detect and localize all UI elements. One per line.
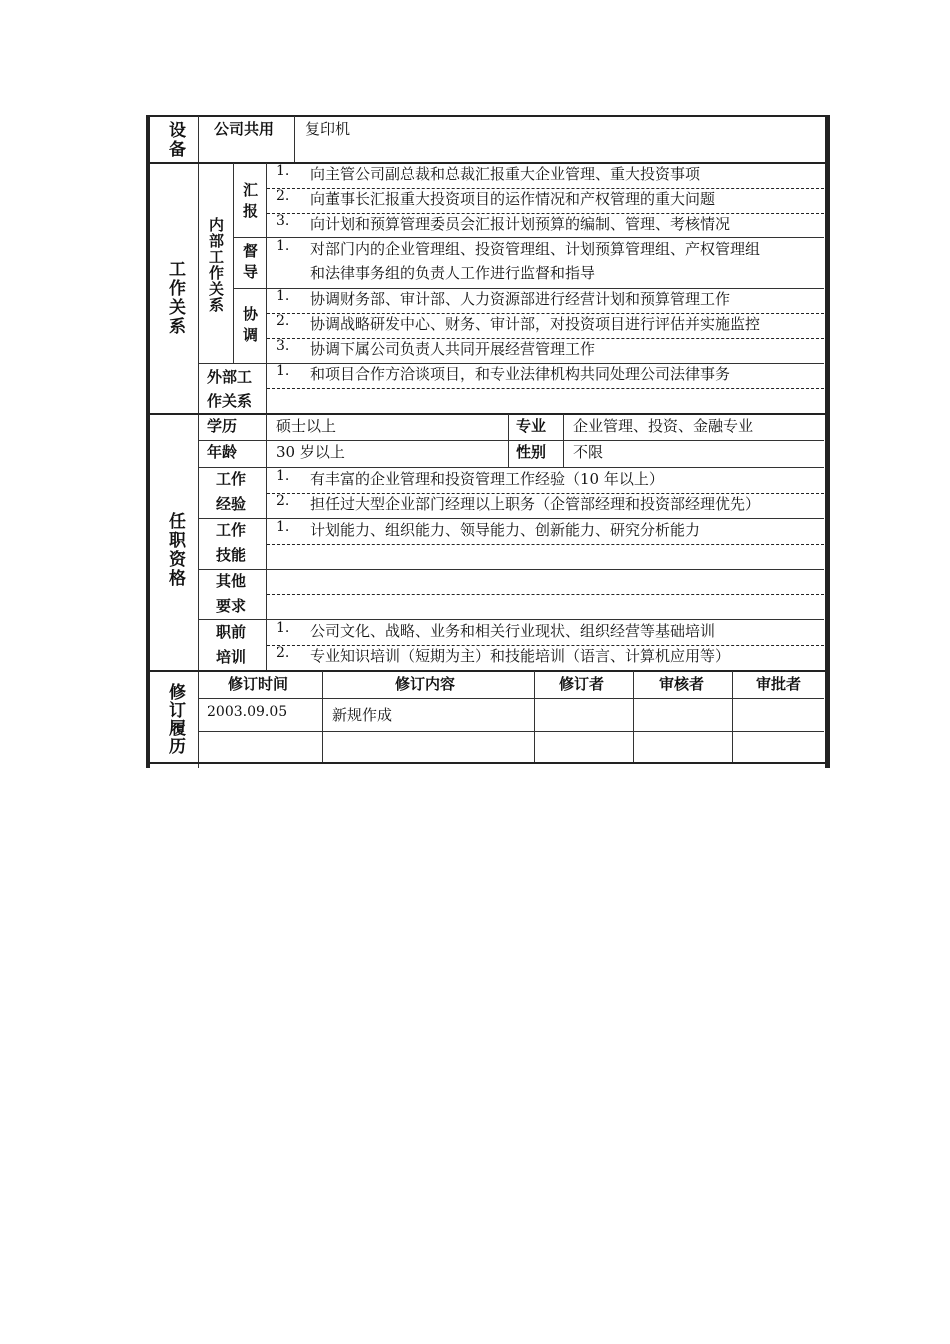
section-border	[150, 670, 825, 672]
row-border	[199, 698, 824, 699]
coordinate-item-1-no: 1.	[276, 288, 290, 304]
experience-item-2-no: 2.	[276, 493, 290, 509]
table-bottom-border	[150, 762, 825, 764]
internal-relations-label: 内部工作关系	[207, 217, 225, 313]
skills-item-1: 计划能力、组织能力、领导能力、创新能力、研究分析能力	[310, 521, 701, 539]
experience-label-line2: 经验	[216, 495, 247, 513]
report-label: 汇报	[241, 182, 259, 224]
external-item-1: 和项目合作方洽谈项目，和专业法律机构共同处理公司法律事务	[310, 365, 731, 383]
section-equipment-title: 设备	[165, 121, 185, 159]
revision-header-reviser: 修订者	[559, 675, 605, 693]
table-right-border	[825, 115, 830, 768]
external-label-line1: 外部工	[207, 368, 253, 386]
education-label: 学历	[207, 417, 238, 435]
column-divider	[732, 671, 733, 762]
row-border	[199, 569, 824, 570]
revision-header-approver: 审批者	[756, 675, 802, 693]
row-border	[199, 731, 824, 732]
section-revision-title: 修订履历	[165, 683, 185, 755]
qualification-label-divider	[266, 414, 267, 670]
supervise-item-1-no: 1.	[276, 238, 290, 254]
skills-label-line2: 技能	[216, 546, 247, 564]
training-label-line2: 培训	[216, 648, 247, 666]
age-value: 30 岁以上	[276, 443, 345, 461]
revision-row-1-time: 2003.09.05	[207, 704, 288, 720]
report-item-3-no: 3.	[276, 213, 290, 229]
revision-header-time: 修订时间	[228, 675, 289, 693]
skills-label-line1: 工作	[216, 521, 247, 539]
section-qualification-title: 任职资格	[165, 512, 185, 588]
equipment-value: 复印机	[305, 120, 351, 138]
gender-label: 性别	[516, 443, 547, 461]
coordinate-item-3: 协调下属公司负责人共同开展经营管理工作	[310, 340, 596, 358]
major-value: 企业管理、投资、金融专业	[573, 417, 754, 435]
equipment-divider	[294, 116, 295, 162]
training-item-1-no: 1.	[276, 620, 290, 636]
training-item-1: 公司文化、战略、业务和相关行业现状、组织经营等基础培训	[310, 622, 716, 640]
revision-header-reviewer: 审核者	[659, 675, 705, 693]
experience-item-1: 有丰富的企业管理和投资管理工作经验（10 年以上）	[310, 470, 664, 488]
dashed-separator	[267, 594, 824, 595]
supervise-item-1: 对部门内的企业管理组、投资管理组、计划预算管理组、产权管理组	[310, 240, 761, 258]
column-divider	[534, 671, 535, 762]
training-item-2-no: 2.	[276, 645, 290, 661]
table-top-border	[150, 115, 825, 117]
supervise-label: 督导	[241, 243, 259, 285]
report-item-1: 向主管公司副总裁和总裁汇报重大企业管理、重大投资事项	[310, 165, 701, 183]
supervise-item-1-cont: 和法律事务组的负责人工作进行监督和指导	[310, 264, 596, 282]
equipment-label: 公司共用	[214, 120, 275, 138]
gender-value: 不限	[573, 443, 604, 461]
experience-item-1-no: 1.	[276, 468, 290, 484]
revision-header-content: 修订内容	[395, 675, 456, 693]
internal-divider	[233, 163, 234, 363]
external-item-1-no: 1.	[276, 363, 290, 379]
external-label-line2: 作关系	[207, 392, 253, 410]
experience-item-2: 担任过大型企业部门经理以上职务（企管部经理和投资部经理优先）	[310, 495, 761, 513]
coordinate-item-3-no: 3.	[276, 338, 290, 354]
report-item-2: 向董事长汇报重大投资项目的运作情况和产权管理的重大问题	[310, 190, 716, 208]
other-label-line1: 其他	[216, 572, 247, 590]
column-divider	[633, 671, 634, 762]
experience-label-line1: 工作	[216, 470, 247, 488]
dashed-separator	[267, 388, 824, 389]
education-value: 硕士以上	[276, 417, 337, 435]
report-item-1-no: 1.	[276, 163, 290, 179]
training-label-line1: 职前	[216, 623, 247, 641]
report-item-2-no: 2.	[276, 188, 290, 204]
revision-row-1-content: 新规作成	[332, 706, 393, 724]
other-label-line2: 要求	[216, 597, 247, 615]
report-item-3: 向计划和预算管理委员会汇报计划预算的编制、管理、考核情况	[310, 215, 731, 233]
coordinate-label: 协调	[241, 306, 259, 348]
section-work-relations-title: 工作关系	[165, 260, 185, 336]
dashed-separator	[267, 544, 824, 545]
coordinate-item-1: 协调财务部、审计部、人力资源部进行经营计划和预算管理工作	[310, 290, 731, 308]
skills-item-1-no: 1.	[276, 519, 290, 535]
major-label: 专业	[516, 417, 547, 435]
column-divider	[322, 671, 323, 762]
training-item-2: 专业知识培训（短期为主）和技能培训（语言、计算机应用等）	[310, 647, 731, 665]
coordinate-item-2-no: 2.	[276, 313, 290, 329]
coordinate-item-2: 协调战略研发中心、财务、审计部，对投资项目进行评估并实施监控	[310, 315, 761, 333]
age-label: 年龄	[207, 443, 238, 461]
